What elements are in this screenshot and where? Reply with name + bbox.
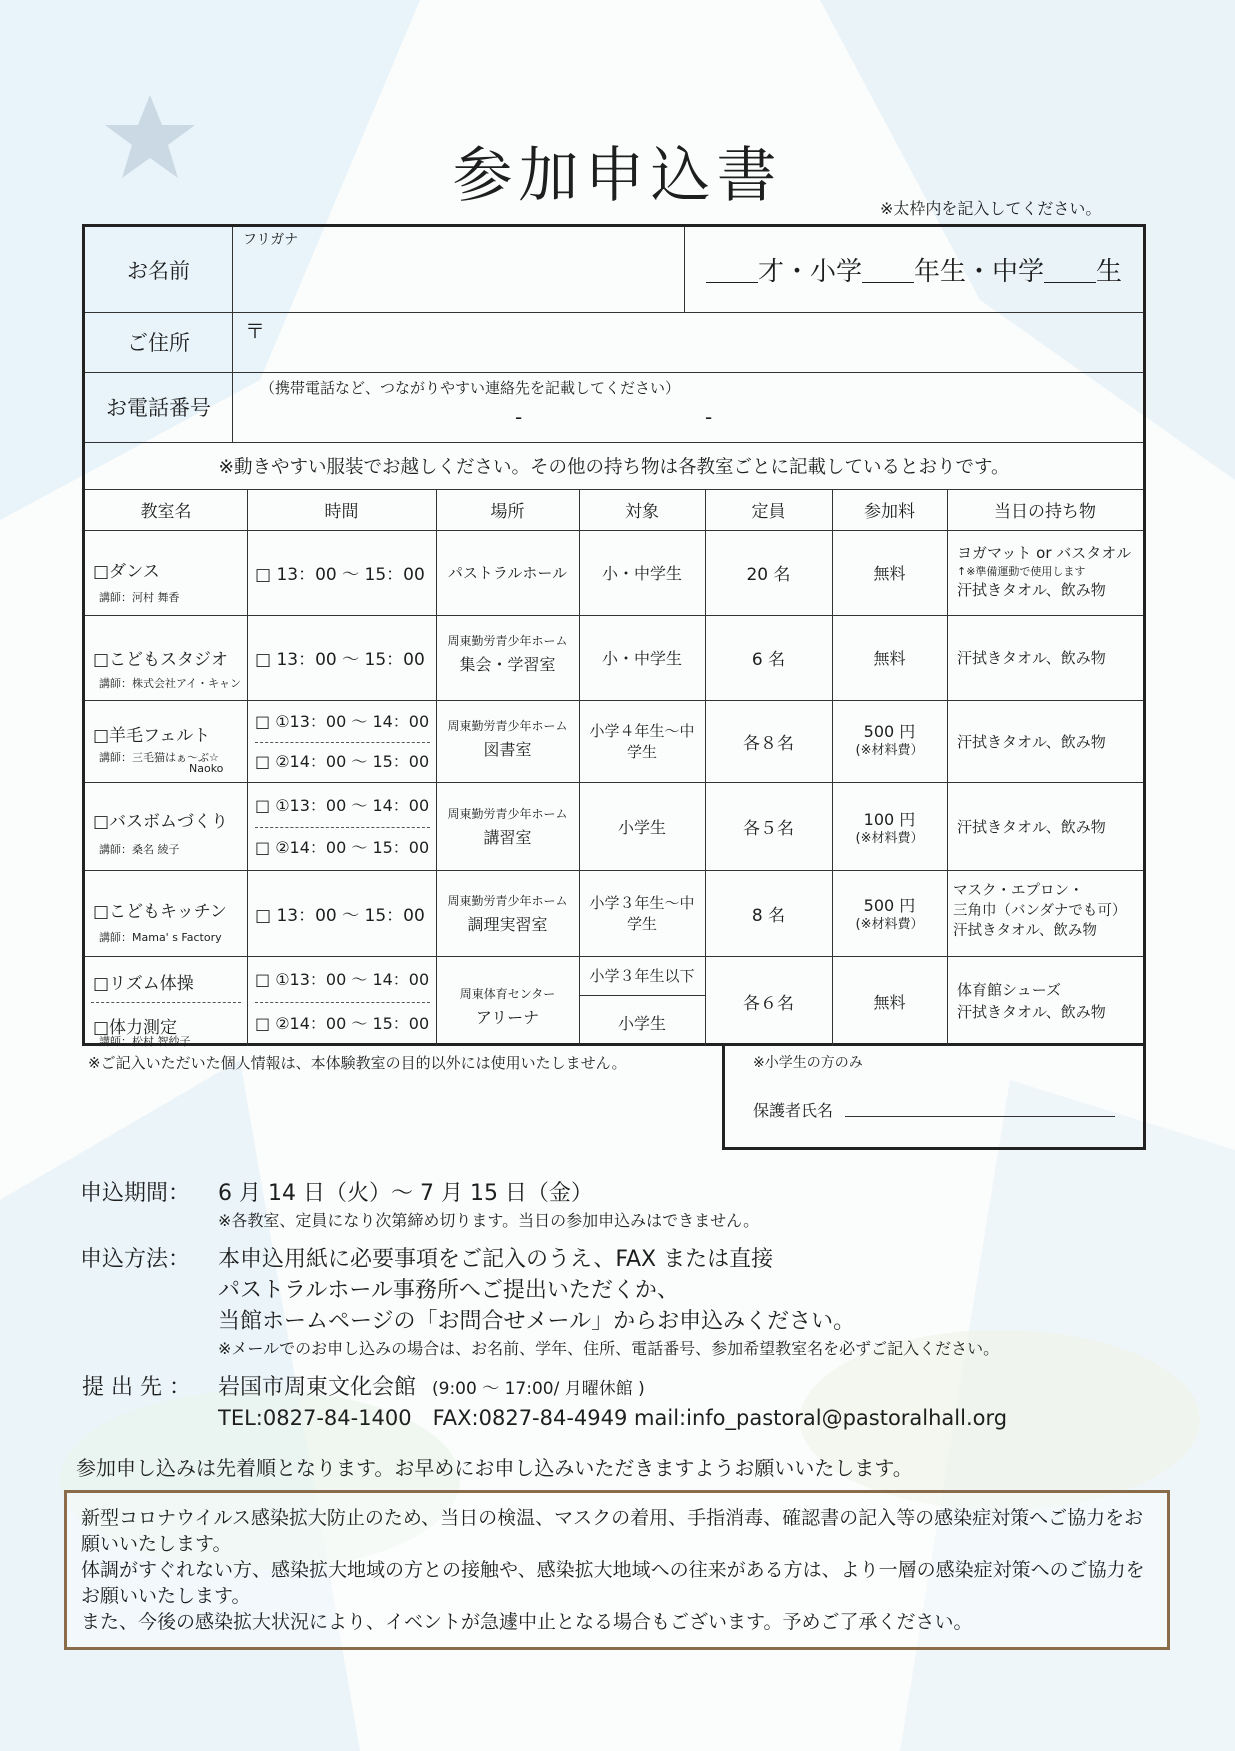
furigana-label: フリガナ	[243, 232, 299, 248]
target: 小・中学生	[601, 564, 682, 583]
guardian-note: ※小学生の方のみ	[753, 1055, 863, 1071]
notice-line: 新型コロナウイルス感染拡大防止のため、当日の検温、マスクの着用、手指消毒、確認書の記入等の感染症対策へご協力をお願いいたします。	[81, 1507, 1144, 1555]
address-label: ご住所	[127, 331, 190, 355]
fee-note: (※材料費）	[855, 917, 924, 932]
method-line: 本申込用紙に必要事項をご記入のうえ、FAX または直接	[218, 1247, 774, 1272]
header-class: 教室名	[140, 502, 192, 522]
target: 小学４年生～中学生	[589, 722, 695, 761]
method-line: 当館ホームページの「お問合せメール」からお申込みください。	[218, 1309, 856, 1334]
instructor: Naoko	[189, 762, 224, 775]
covid-notice	[64, 1490, 1170, 1650]
phone-input[interactable]	[245, 399, 1135, 439]
instructor: 講師：三毛猫はぁ～ぶ☆	[99, 751, 219, 764]
time-option[interactable]: □ 13：00 ～ 15：00	[255, 905, 425, 926]
capacity: 6 名	[751, 650, 786, 670]
items-line: ↑※準備運動で使用します	[957, 565, 1086, 578]
notice-line: また、今後の感染拡大状況により、イベントが急遽中止となる場合もございます。予めご了承ください。	[81, 1611, 973, 1633]
age-grade-field[interactable]: ＿＿才・小学＿＿年生・中学＿＿生	[705, 257, 1122, 287]
method-label: 申込方法：	[80, 1247, 191, 1272]
fee: 100 円	[863, 810, 916, 829]
items-line: 汗拭きタオル、飲み物	[957, 1003, 1106, 1021]
items-line: 汗拭きタオル、飲み物	[957, 581, 1106, 599]
target: 小学３年生以下	[589, 967, 695, 985]
postal-mark: 〒	[245, 319, 265, 343]
items-line: 三角巾（バンダナでも可）	[953, 903, 1127, 919]
fee: 無料	[873, 564, 906, 583]
fee: 500 円	[863, 722, 916, 741]
submit-hours: (9:00 ～ 17:00/ 月曜休館 )	[432, 1379, 645, 1399]
page-title: 参加申込書	[452, 141, 783, 211]
instructor: 講師：松村 智紗子	[99, 1035, 191, 1048]
fee-note: (※材料費）	[855, 831, 924, 846]
phone-label: お電話番号	[106, 396, 211, 420]
place: パストラルホール	[447, 564, 568, 582]
phone-dash-2: -	[705, 405, 713, 429]
clothing-note: ※動きやすい服装でお越しください。その他の持ち物は各教室ごとに記載しているとおりです。	[218, 456, 1010, 478]
place-building: 周東勤労青少年ホーム	[447, 719, 568, 733]
header-place: 場所	[490, 502, 525, 522]
class-kids-studio[interactable]: □こどもスタジオ	[93, 650, 229, 670]
first-come-note: 参加申し込みは先着順となります。お早めにお申し込みいただきますようお願いいたします。	[76, 1456, 913, 1480]
class-bath-bomb[interactable]: □バスボムづくり	[93, 812, 229, 832]
capacity: 各８名	[743, 733, 794, 754]
items-line: 汗拭きタオル、飲み物	[953, 923, 1097, 939]
fee: 無料	[873, 649, 906, 668]
fee-note: (※材料費）	[855, 743, 924, 758]
guardian-label: 保護者氏名	[753, 1101, 834, 1120]
items-line: 汗拭きタオル、飲み物	[957, 732, 1106, 751]
notice-line: 体調がすぐれない方、感染拡大地域の方との接触や、感染拡大地域への往来がある方は、より一層の感染症対策へのご協力をお願いいたします。	[81, 1559, 1145, 1607]
class-rhythm-exercise[interactable]: □リズム体操	[93, 974, 194, 994]
time-option-1[interactable]: □ ①13：00 ～ 14：00	[255, 796, 430, 815]
instructor: 講師：株式会社アイ・キャン	[99, 677, 242, 690]
period-value: 6 月 14 日（火）～ 7 月 15 日（金）	[218, 1181, 593, 1206]
address-input[interactable]	[275, 315, 1135, 370]
place-building: 周東勤労青少年ホーム	[447, 807, 568, 821]
header-items: 当日の持ち物	[994, 502, 1096, 522]
class-kids-kitchen[interactable]: □こどもキッチン	[93, 902, 227, 922]
target: 小学生	[617, 817, 666, 837]
application-form	[82, 224, 1146, 1046]
capacity: 各５名	[743, 818, 794, 839]
privacy-note: ※ご記入いただいた個人情報は、本体験教室の目的以外には使用いたしません。	[88, 1054, 627, 1072]
header-time: 時間	[324, 502, 359, 522]
time-option[interactable]: □ 13：00 ～ 15：00	[255, 650, 425, 670]
guardian-name-line[interactable]	[845, 1116, 1115, 1117]
header-target: 対象	[625, 502, 659, 522]
place-room: 調理実習室	[467, 915, 548, 934]
method-note: ※メールでのお申し込みの場合は、お名前、学年、住所、電話番号、参加希望教室名を必ずご記入ください。	[218, 1339, 1000, 1358]
time-option-2[interactable]: □ ②14：00 ～ 15：00	[255, 838, 430, 857]
fee: 無料	[873, 992, 906, 1012]
submit-name: 岩国市周東文化会館	[218, 1375, 417, 1400]
instruction-note: ※太枠内を記入してください。	[880, 199, 1102, 218]
capacity: 各６名	[743, 993, 794, 1014]
instructor: 講師：桑名 綾子	[99, 843, 180, 856]
fee: 500 円	[863, 896, 916, 915]
place-building: 周東勤労青少年ホーム	[447, 634, 568, 648]
place-room: 図書室	[483, 740, 532, 759]
time-option-2[interactable]: □ ②14：00 ～ 15：00	[255, 1014, 430, 1033]
items-line: ヨガマット or バスタオル	[957, 544, 1132, 562]
items-line: 体育館シューズ	[957, 981, 1061, 999]
time-option-1[interactable]: □ ①13：00 ～ 14：00	[255, 712, 430, 731]
period-label: 申込期間：	[80, 1181, 191, 1206]
instructor: 講師：Mama' s Factory	[99, 931, 222, 944]
target: 小学生	[617, 1014, 666, 1033]
guardian-box	[722, 1046, 1146, 1150]
place-building: 周東勤労青少年ホーム	[447, 894, 568, 908]
phone-hint: （携帯電話など、つながりやすい連絡先を記載してください）	[260, 379, 681, 397]
items-line: マスク・エプロン・	[953, 883, 1084, 899]
name-input[interactable]	[243, 247, 673, 309]
place-room: 講習室	[483, 828, 532, 847]
target: 小・中学生	[601, 649, 682, 668]
capacity: 20 名	[746, 565, 791, 585]
place-building: 周東体育センター	[459, 987, 556, 1001]
header-fee: 参加料	[864, 502, 915, 522]
phone-dash-1: -	[515, 405, 523, 429]
place-room: アリーナ	[475, 1008, 540, 1027]
name-label: お名前	[127, 258, 190, 283]
target: 小学３年生～中学生	[589, 894, 695, 933]
class-dance[interactable]: □ダンス	[93, 562, 160, 582]
capacity: 8 名	[751, 905, 786, 926]
class-wool-felt[interactable]: □羊毛フェルト	[93, 726, 211, 746]
class-fitness-test[interactable]: □体力測定	[93, 1018, 178, 1038]
place-room: 集会・学習室	[459, 655, 556, 674]
items-line: 汗拭きタオル、飲み物	[957, 649, 1106, 667]
items-line: 汗拭きタオル、飲み物	[957, 817, 1106, 836]
header-capacity: 定員	[751, 502, 786, 522]
instructor: 講師：河村 舞香	[99, 591, 180, 604]
submit-contact: TEL:0827-84-1400 FAX:0827-84-4949 mail:info_pastoral@pastoralhall.org	[218, 1406, 1008, 1430]
submit-label: 提 出 先 ：	[82, 1375, 191, 1400]
time-option-1[interactable]: □ ①13：00 ～ 14：00	[255, 970, 430, 989]
period-note: ※各教室、定員になり次第締め切ります。当日の参加申込みはできません。	[218, 1211, 760, 1230]
method-line: パストラルホール事務所へご提出いただくか、	[218, 1278, 679, 1303]
time-option[interactable]: □ 13：00 ～ 15：00	[255, 565, 425, 585]
time-option-2[interactable]: □ ②14：00 ～ 15：00	[255, 752, 430, 771]
